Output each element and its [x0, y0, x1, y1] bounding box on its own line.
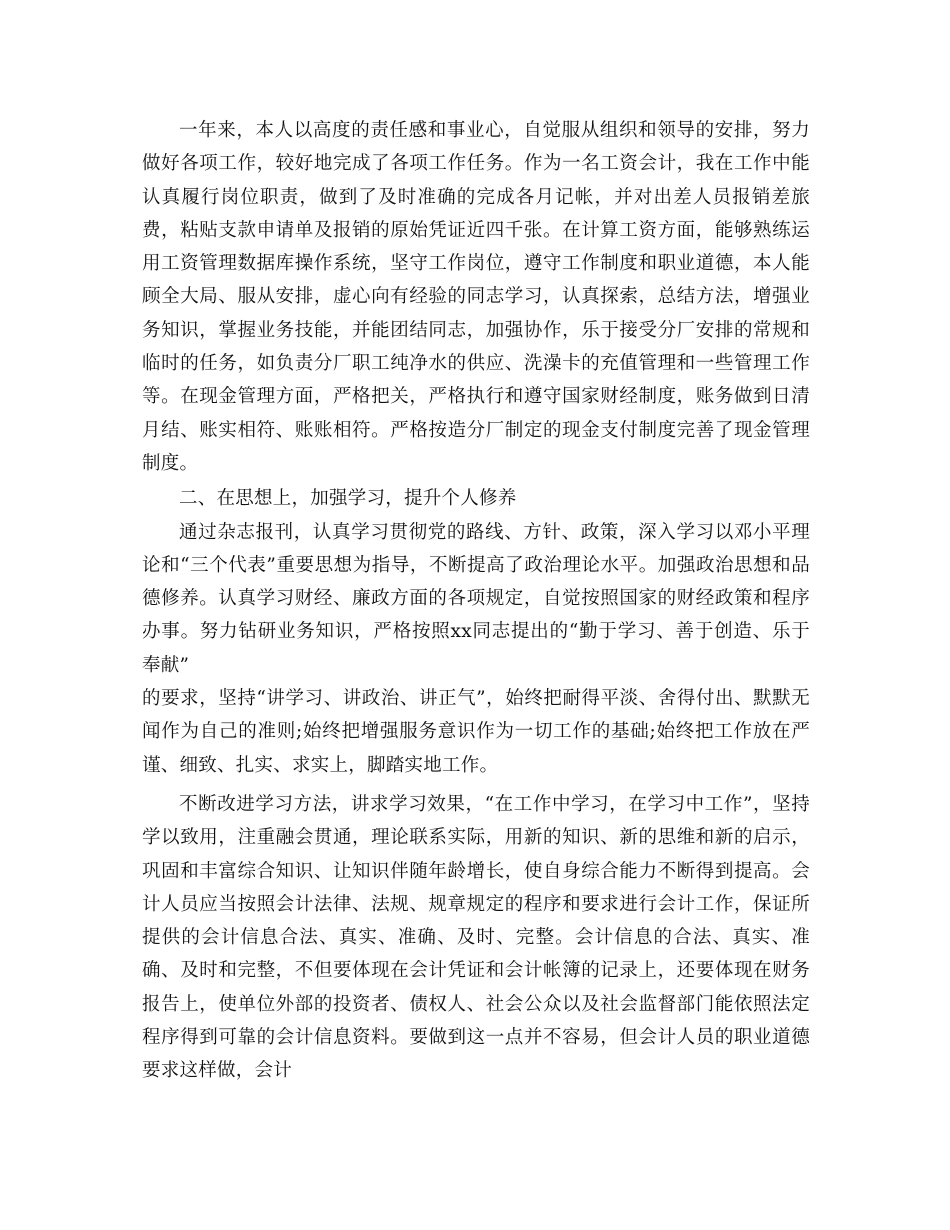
section-heading-study: 二、在思想上，加强学习，提升个人修养 [179, 488, 517, 510]
paragraph-principles: 的要求，坚持“讲学习、讲政治、讲正气”，始终把耐得平淡、舍得付出、默默无闻作为自己的准则;始终把增强服务意识作为一切工作的基础;始终把工作放在严谨、细致、扎实、求实上，脚踏实地工作。 [142, 688, 810, 776]
paragraph-political-study: 通过杂志报刊，认真学习贯彻党的路线、方针、政策，深入学习以邓小平理论和“三个代表”重要思想为指导，不断提高了政治理论水平。加强政治思想和品德修养。认真学习财经、廉政方面的各项规定，自觉按照国家的财经政策和程序办事。努力钻研业务知识，严格按照xx同志提出的“勤于学习、善于创造、乐于奉献” [142, 521, 810, 676]
paragraph-learning-methods: 不断改进学习方法，讲求学习效果，“在工作中学习，在学习中工作”，坚持学以致用，注重融会贯通，理论联系实际，用新的知识、新的思维和新的启示，巩固和丰富综合知识、让知识伴随年龄增长，使自身综合能力不断得到提高。会计人员应当按照会计法律、法规、规章规定的程序和要求进行会计工作，保证所提供的会计信息合法、真实、准确、及时、完整。会计信息的合法、真实、准确、及时和完整，不但要体现在会计凭证和会计帐簿的记录上，还要体现在财务报告上，使单位外部的投资者、债权人、社会公众以及社会监督部门能依照法定程序得到可靠的会计信息资料。要做到这一点并不容易，但会计人员的职业道德要求这样做，会计 [142, 793, 810, 1082]
document-body [142, 114, 810, 1088]
paragraph-work-summary: 一年来，本人以高度的责任感和事业心，自觉服从组织和领导的安排，努力做好各项工作，较好地完成了各项工作任务。作为一名工资会计，我在工作中能认真履行岗位职责，做到了及时准确的完成各月记帐，并对出差人员报销差旅费，粘贴支款申请单及报销的原始凭证近四千张。在计算工资方面，能够熟练运用工资管理数据库操作系统，坚守工作岗位，遵守工作制度和职业道德，本人能顾全大局、服从安排，虚心向有经验的同志学习，认真探索，总结方法，增强业务知识，掌握业务技能，并能团结同志，加强协作，乐于接受分厂安排的常规和临时的任务，如负责分厂职工纯净水的供应、洗澡卡的充值管理和一些管理工作等。在现金管理方面，严格把关，严格执行和遵守国家财经制度，账务做到日清月结、账实相符、账账相符。严格按造分厂制定的现金支付制度完善了现金管理制度。 [142, 120, 810, 474]
